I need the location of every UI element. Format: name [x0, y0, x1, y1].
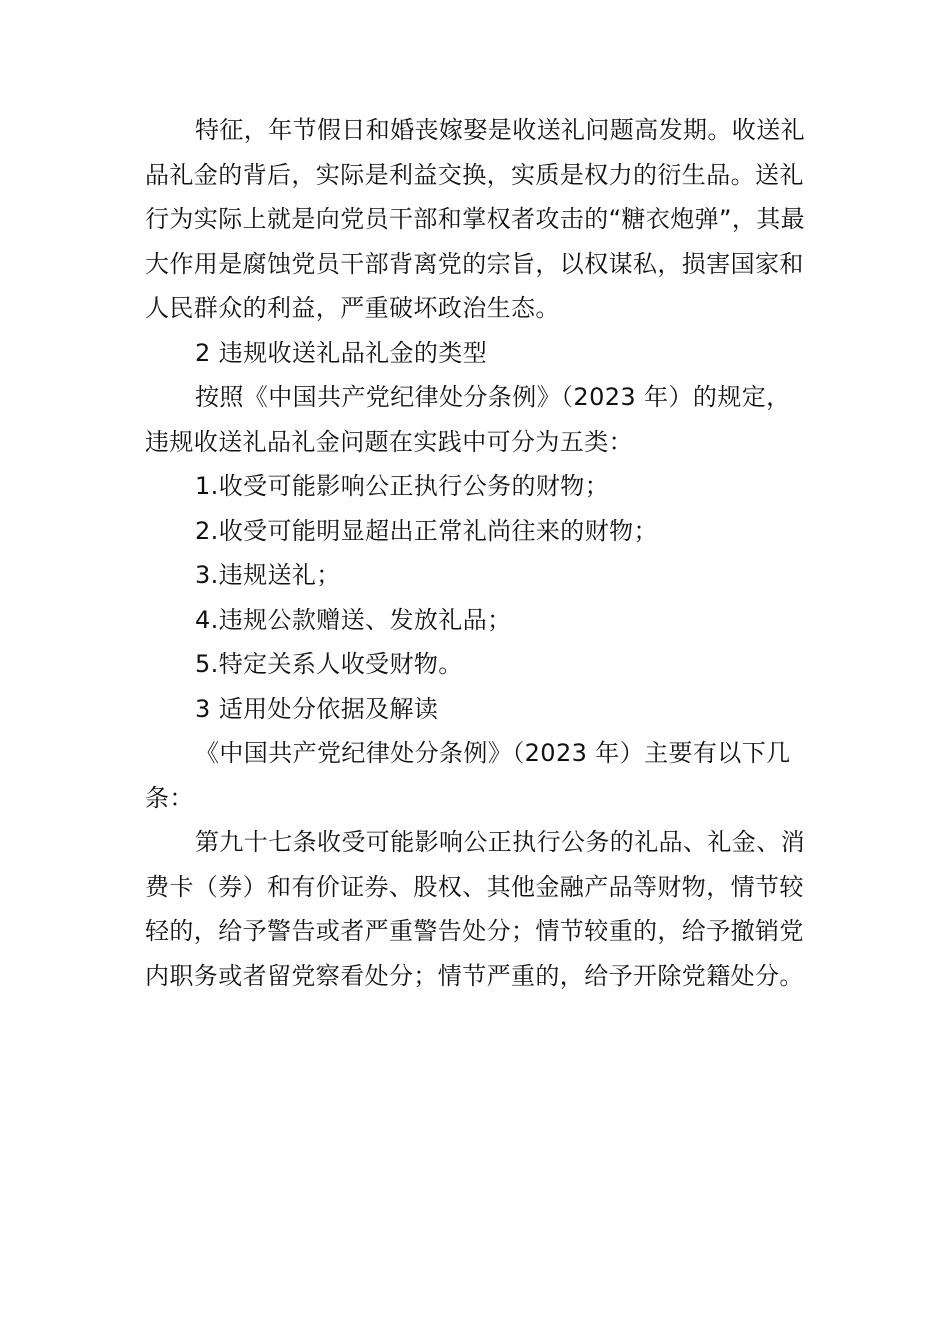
list-item: 5.特定关系人收受财物。: [195, 650, 463, 678]
paragraph-article-97: 第九十七条收受可能影响公正执行公务的礼品、礼金、消费卡（券）和有价证券、股权、其他金融产品等财物，情节较轻的，给予警告或者严重警告处分；情节较重的，给予撤销党内职务或者留党察看处分；情节严重的，给予开除党籍处分。: [145, 828, 805, 990]
list-item: 1.收受可能影响公正执行公务的财物；: [195, 472, 610, 500]
paragraph-gift-problem-overview: 特征，年节假日和婚丧嫁娶是收送礼问题高发期。收送礼品礼金的背后，实际是利益交换，实质是权力的衍生品。送礼行为实际上就是向党员干部和掌权者攻击的“糖衣炮弹”，其最大作用是腐蚀党员干部背离党的宗旨，以权谋私，损害国家和人民群众的利益，严重破坏政治生态。: [145, 116, 806, 322]
document-body: [145, 108, 810, 998]
section-heading-basis-interpretation: 3 适用处分依据及解读: [195, 694, 439, 723]
list-item: 3.违规送礼；: [195, 561, 341, 589]
paragraph-regulation-articles-intro: 《中国共产党纪律处分条例》（2023 年）主要有以下几条：: [145, 739, 791, 812]
section-heading-violation-types: 2 违规收送礼品礼金的类型: [195, 338, 488, 367]
list-item: 4.违规公款赠送、发放礼品；: [195, 605, 512, 634]
paragraph-regulation-intro: 按照《中国共产党纪律处分条例》（2023 年）的规定，违规收送礼品礼金问题在实践中可分为五类：: [145, 383, 791, 456]
list-item: 2.收受可能明显超出正常礼尚往来的财物；: [195, 516, 658, 545]
